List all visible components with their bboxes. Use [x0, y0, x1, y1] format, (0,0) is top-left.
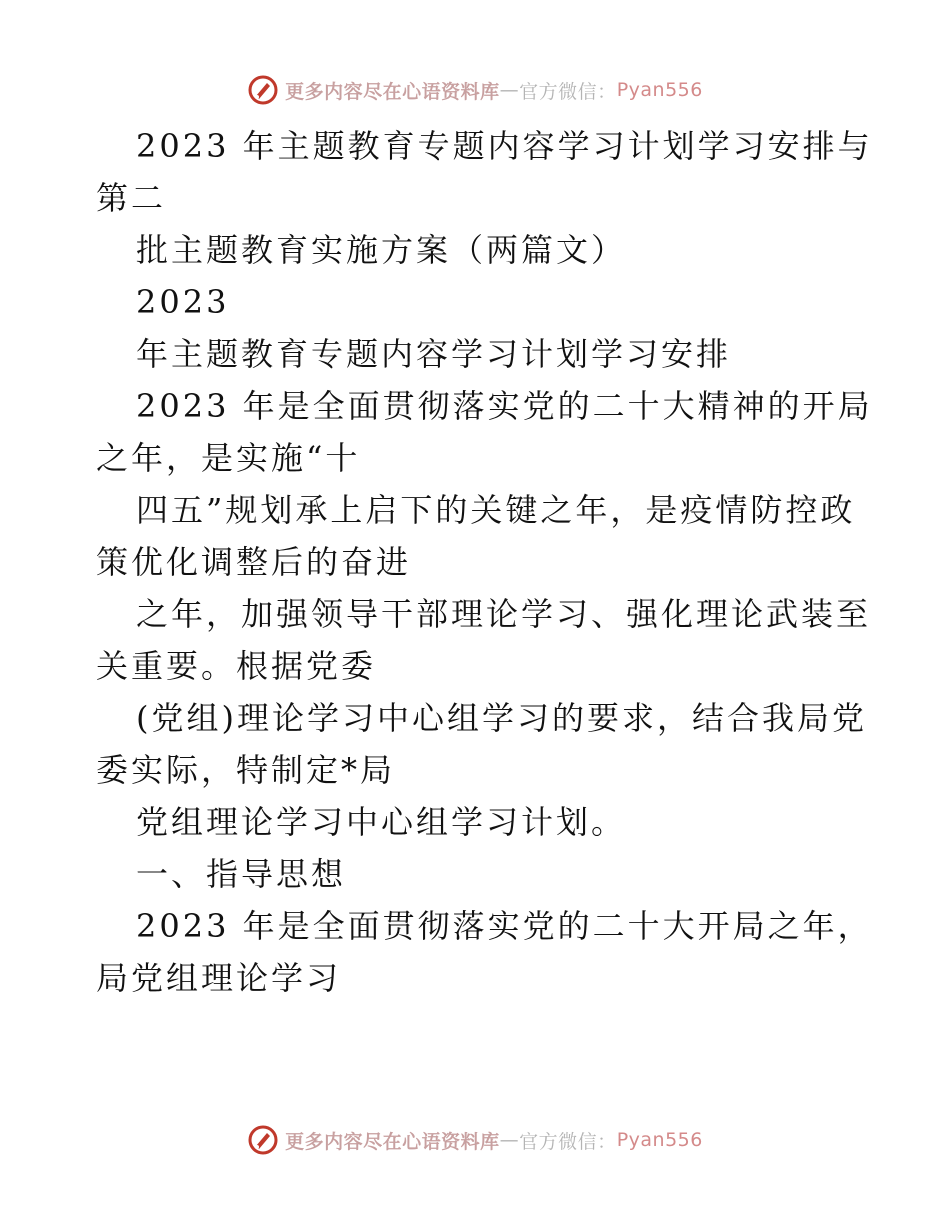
text-line: 之年，是实施“十: [96, 439, 361, 477]
document-body: [96, 120, 873, 1004]
text-line: 批主题教育实施方案（两篇文）: [136, 231, 627, 269]
text-line: 党组理论学习中心组学习计划。: [136, 803, 627, 841]
watermark-brand: 更多内容尽在心语资料库: [285, 80, 500, 103]
text-line: 年主题教育专题内容学习计划学习安排: [136, 335, 732, 373]
watermark-wechat-label: 官方微信：: [519, 80, 617, 103]
text-line: 关重要。根据党委: [96, 647, 377, 685]
text-line: 2023 年是全面贯彻落实党的二十大精神的开局: [136, 387, 873, 425]
watermark-header: [0, 70, 950, 110]
text-line: 局党组理论学习: [96, 959, 342, 997]
text-line: 2023: [136, 283, 230, 321]
text-line: 委实际，特制定*局: [96, 751, 396, 789]
watermark-brand: 更多内容尽在心语资料库: [285, 1130, 500, 1153]
watermark-wechat-id: Pyan556: [616, 79, 703, 101]
text-line: (党组)理论学习中心组学习的要求，结合我局党: [136, 699, 867, 737]
text-line: 之年，加强领导干部理论学习、强化理论武装至: [136, 595, 872, 633]
text-line: 第二: [96, 179, 167, 217]
text-line: 2023 年主题教育专题内容学习计划学习安排与: [136, 127, 873, 165]
brand-logo-icon: [247, 1124, 279, 1156]
brand-logo-icon: [247, 74, 279, 106]
text-line: 策优化调整后的奋进: [96, 543, 412, 581]
watermark-separator: —: [499, 1129, 520, 1151]
text-line: 四五”规划承上启下的关键之年，是疫情防控政: [136, 491, 856, 529]
text-line: 2023 年是全面贯彻落实党的二十大开局之年，: [136, 907, 873, 945]
watermark-wechat-label: 官方微信：: [519, 1130, 617, 1153]
watermark-separator: —: [499, 79, 520, 101]
watermark-footer: [0, 1120, 950, 1160]
text-line: 一、指导思想: [136, 855, 347, 893]
watermark-wechat-id: Pyan556: [616, 1129, 703, 1151]
